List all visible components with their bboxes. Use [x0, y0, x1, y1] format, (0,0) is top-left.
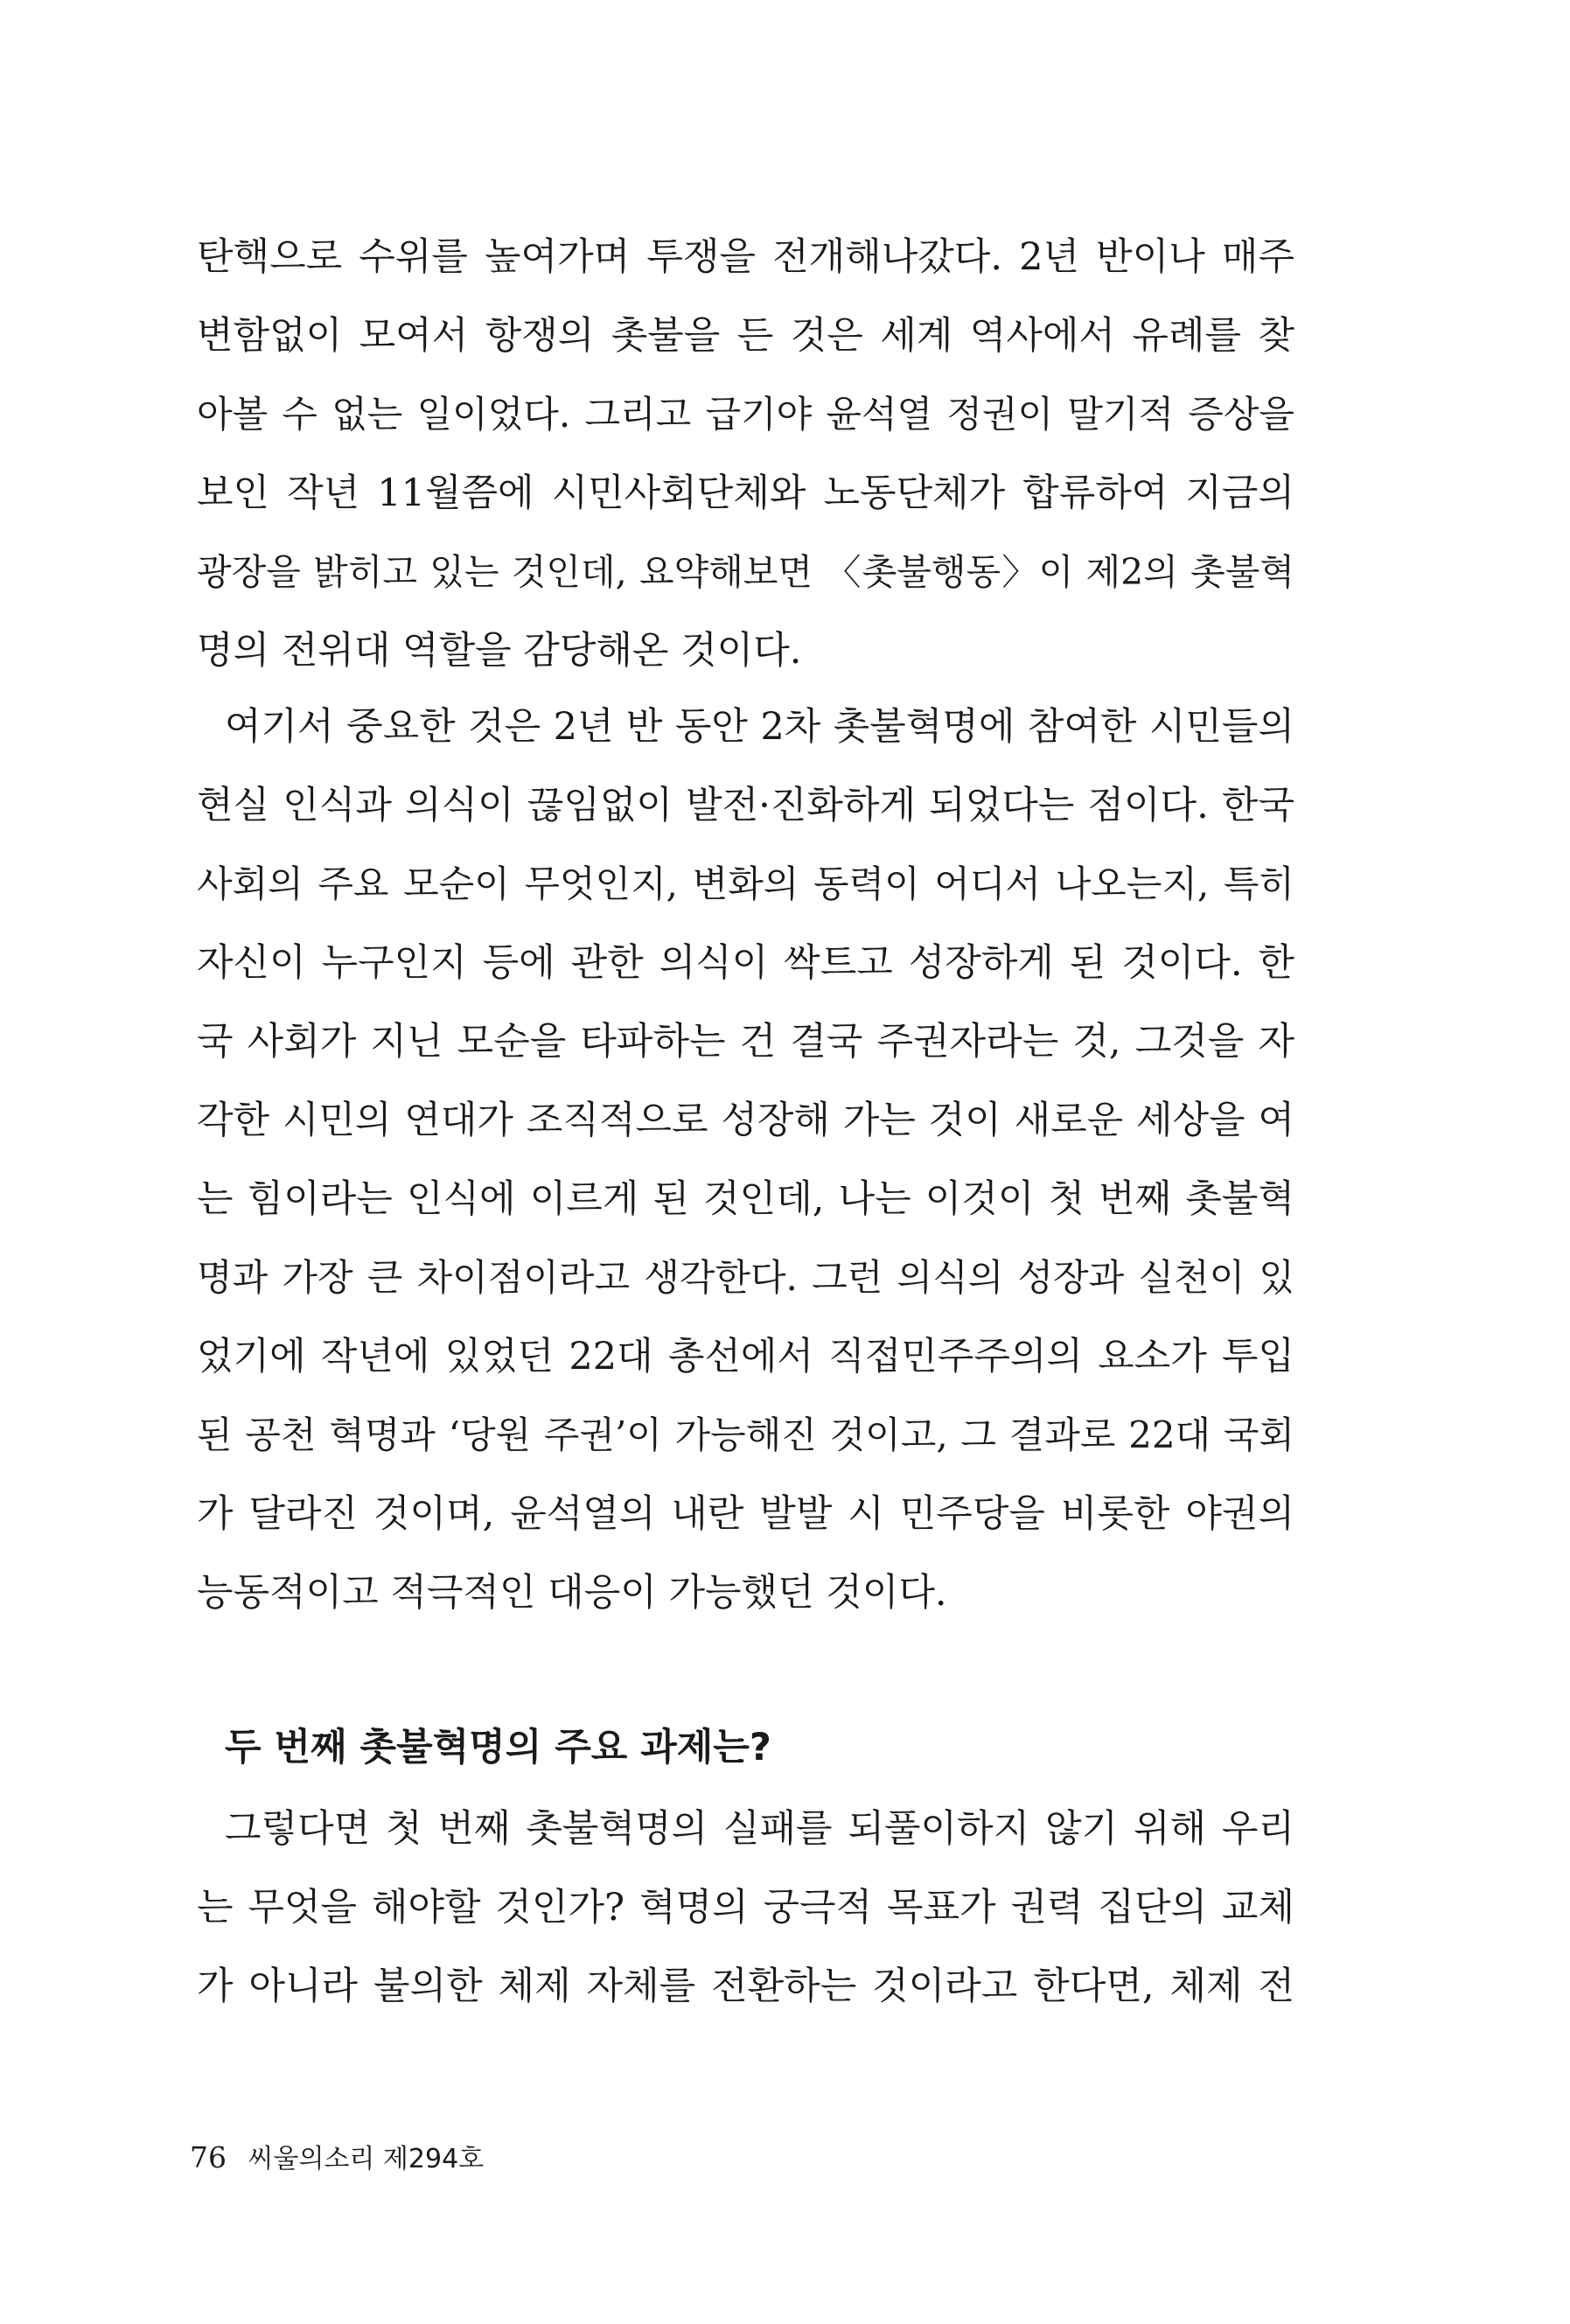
body-line: 탄핵으로 수위를 높여가며 투쟁을 전개해나갔다. 2년 반이나 매주 [197, 235, 1294, 279]
body-line: 자신이 누구인지 등에 관한 의식이 싹트고 성장하게 된 것이다. 한 [197, 941, 1294, 985]
page-number: 76 [190, 2140, 227, 2174]
body-line: 명의 전위대 역할을 감당해온 것이다. [197, 629, 802, 673]
body-line: 광장을 밝히고 있는 것인데, 요약해보면 〈촛불행동〉이 제2의 촛불혁 [197, 551, 1294, 593]
body-line: 었기에 작년에 있었던 22대 총선에서 직접민주주의의 요소가 투입 [197, 1335, 1294, 1378]
body-line: 명과 가장 큰 차이점이라고 생각한다. 그런 의식의 성장과 실천이 있 [197, 1256, 1294, 1299]
body-line: 는 무엇을 해야할 것인가? 혁명의 궁극적 목표가 권력 집단의 교체 [197, 1886, 1294, 1930]
body-line: 각한 시민의 연대가 조직적으로 성장해 가는 것이 새로운 세상을 여 [197, 1099, 1294, 1142]
body-line: 사회의 주요 모순이 무엇인지, 변화의 동력이 어디서 나오는지, 특히 [197, 862, 1294, 905]
body-line: 가 아니라 불의한 체제 자체를 전환하는 것이라고 한다면, 체제 전 [197, 1965, 1294, 2008]
body-line: 된 공천 혁명과 ‘당원 주권’이 가능해진 것이고, 그 결과로 22대 국회 [197, 1413, 1294, 1456]
body-line: 현실 인식과 의식이 끊임없이 발전·진화하게 되었다는 점이다. 한국 [197, 784, 1294, 827]
body-line: 국 사회가 지닌 모순을 타파하는 건 결국 주권자라는 것, 그것을 자 [197, 1020, 1294, 1064]
body-line: 는 힘이라는 인식에 이르게 된 것인데, 나는 이것이 첫 번째 촛불혁 [197, 1177, 1294, 1221]
journal-title: 씨울의소리 제294호 [248, 2144, 485, 2174]
body-line: 아볼 수 없는 일이었다. 그리고 급기야 윤석열 정권이 말기적 증상을 [197, 393, 1294, 436]
body-line: 그렇다면 첫 번째 촛불혁명의 실패를 되풀이하지 않기 위해 우리 [225, 1807, 1294, 1851]
body-line: 능동적이고 적극적인 대응이 가능했던 것이다. [197, 1571, 947, 1615]
body-line: 가 달라진 것이며, 윤석열의 내란 발발 시 민주당을 비롯한 야권의 [197, 1492, 1294, 1536]
section-heading: 두 번째 촛불혁명의 주요 과제는? [225, 1726, 771, 1769]
body-line: 변함없이 모여서 항쟁의 촛불을 든 것은 세계 역사에서 유례를 찾 [197, 314, 1294, 358]
body-line: 여기서 중요한 것은 2년 반 동안 2차 촛불혁명에 참여한 시민들의 [225, 705, 1294, 749]
body-line: 보인 작년 11월쯤에 시민사회단체와 노동단체가 합류하여 지금의 [197, 471, 1294, 515]
page-footer [190, 2139, 484, 2179]
